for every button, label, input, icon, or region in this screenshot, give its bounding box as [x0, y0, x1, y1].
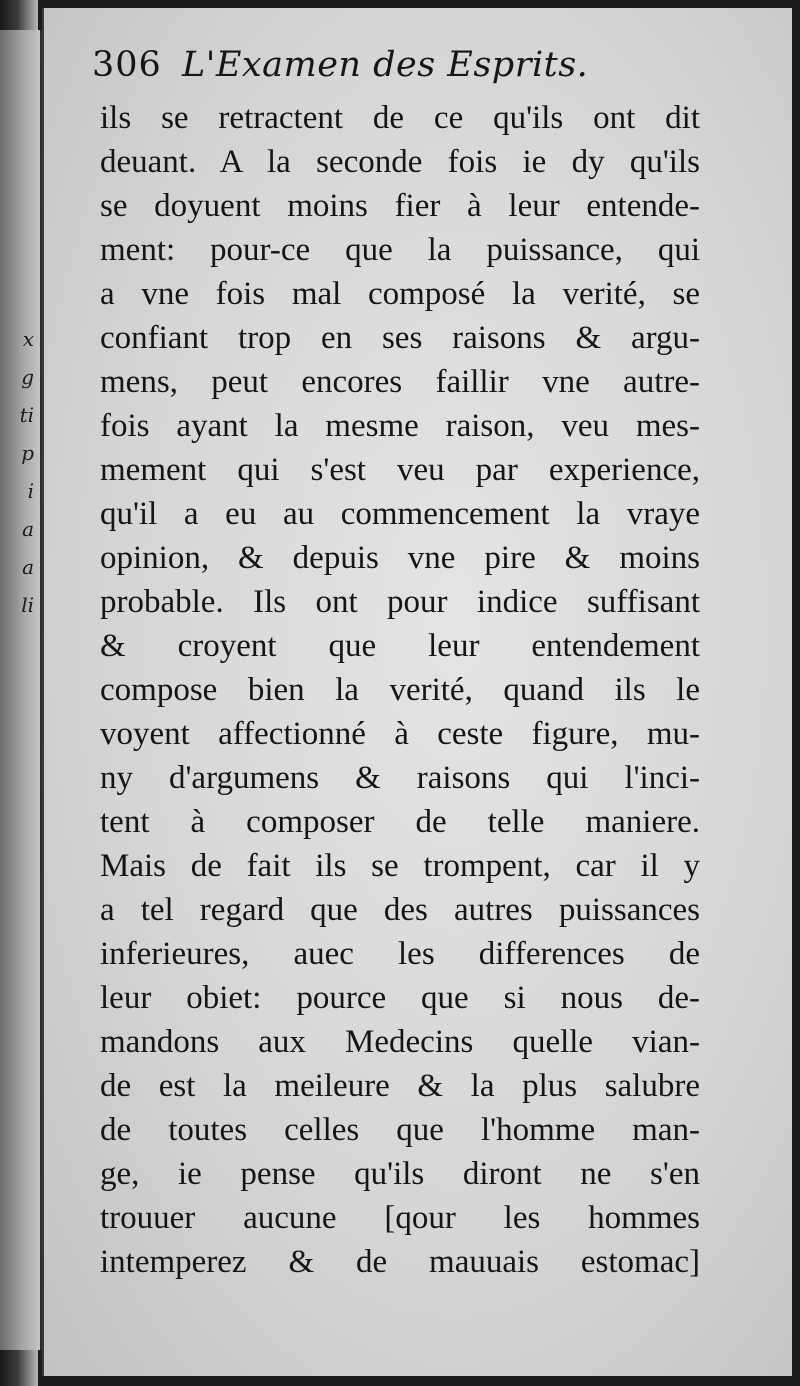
facing-page-mark: i: [27, 479, 34, 503]
text-line: mandons aux Medecins quelle vian-: [100, 1024, 700, 1060]
text-line: mement qui s'est veu par experience,: [100, 452, 700, 488]
facing-page-mark: li: [21, 593, 34, 617]
text-line: opinion, & depuis vne pire & moins: [100, 540, 700, 576]
text-line: voyent affectionné à ceste figure, mu-: [100, 716, 700, 752]
text-line: qu'il a eu au commencement la vraye: [100, 496, 700, 532]
page-number: 306: [92, 45, 162, 85]
facing-page-mark: g: [21, 365, 34, 389]
text-line: ge, ie pense qu'ils diront ne s'en: [100, 1156, 700, 1192]
text-line: inferieures, auec les differences de: [100, 936, 700, 972]
body-text: [100, 96, 700, 1284]
text-line: deuant. A la seconde fois ie dy qu'ils: [100, 144, 700, 180]
facing-page-mark: p: [21, 441, 34, 465]
running-head: [92, 34, 682, 96]
text-line: compose bien la verité, quand ils le: [100, 672, 700, 708]
text-line: de est la meileure & la plus salubre: [100, 1068, 700, 1104]
text-line: ment: pour-ce que la puissance, qui: [100, 232, 700, 268]
running-title: L'Examen des Esprits.: [182, 45, 589, 85]
text-line: mens, peut encores faillir vne autre-: [100, 364, 700, 400]
text-line: ny d'argumens & raisons qui l'inci-: [100, 760, 700, 796]
text-line: tent à composer de telle maniere.: [100, 804, 700, 840]
text-line: ils se retractent de ce qu'ils ont dit: [100, 100, 700, 136]
text-line: a tel regard que des autres puissances: [100, 892, 700, 928]
facing-page-mark: a: [22, 517, 34, 541]
text-line: probable. Ils ont pour indice suffisant: [100, 584, 700, 620]
text-line: de toutes celles que l'homme man-: [100, 1112, 700, 1148]
facing-page-mark: x: [22, 327, 34, 351]
facing-page-edge: [0, 30, 42, 1350]
facing-page-marks: [2, 320, 36, 624]
text-line: intemperez & de mauuais estomac]: [100, 1244, 700, 1280]
text-line: a vne fois mal composé la verité, se: [100, 276, 700, 312]
text-line: & croyent que leur entendement: [100, 628, 700, 664]
text-line: trouuer aucune [qour les hommes: [100, 1200, 700, 1236]
facing-page-mark: ti: [19, 403, 34, 427]
text-line: leur obiet: pource que si nous de-: [100, 980, 700, 1016]
text-line: confiant trop en ses raisons & argu-: [100, 320, 700, 356]
text-line: fois ayant la mesme raison, veu mes-: [100, 408, 700, 444]
text-line: se doyuent moins fier à leur entende-: [100, 188, 700, 224]
facing-page-mark: a: [22, 555, 34, 579]
text-line: Mais de fait ils se trompent, car il y: [100, 848, 700, 884]
